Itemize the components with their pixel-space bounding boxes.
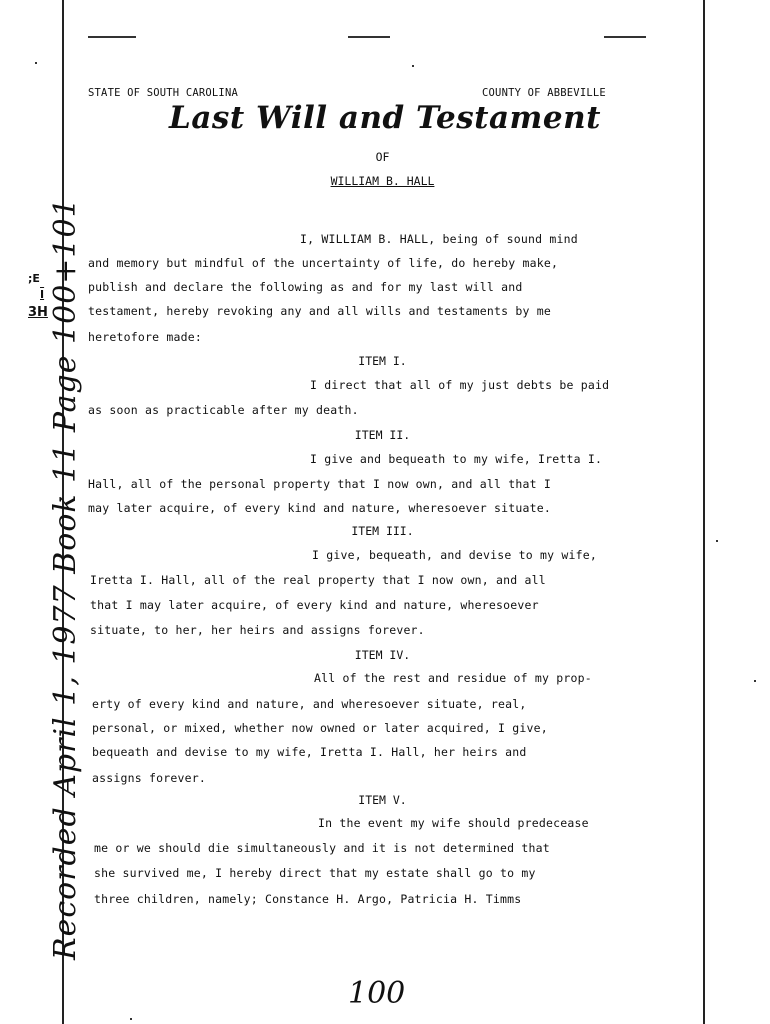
scan-speck: [35, 62, 37, 64]
state-heading: STATE OF SOUTH CAROLINA: [88, 87, 238, 99]
body-line: heretofore made:: [88, 330, 202, 344]
right-margin-rule: [703, 0, 705, 1024]
body-line: as soon as practicable after my death.: [88, 403, 359, 417]
body-line: three children, namely; Constance H. Argo, Patricia H. Timms: [94, 892, 522, 906]
body-line: situate, to her, her heirs and assigns forever.: [90, 623, 425, 637]
scan-speck: [716, 540, 718, 542]
item-heading: ITEM I.: [358, 354, 407, 368]
body-line: Iretta I. Hall, all of the real property that I now own, and all: [90, 573, 546, 587]
margin-stamp: 3H: [28, 305, 48, 320]
body-line: personal, or mixed, whether now owned or later acquired, I give,: [92, 721, 548, 735]
scan-mark: [604, 26, 646, 38]
scan-speck: [130, 1018, 132, 1020]
body-line: she survived me, I hereby direct that my estate shall go to my: [94, 866, 536, 880]
item-heading: ITEM III.: [351, 524, 414, 538]
scan-speck: [754, 680, 756, 682]
body-line: publish and declare the following as and for my last will and: [88, 280, 523, 294]
body-line: may later acquire, of every kind and nature, wheresoever situate.: [88, 501, 552, 515]
body-line: Hall, all of the personal property that I now own, and all that I: [88, 477, 552, 491]
body-line: me or we should die simultaneously and it is not determined that: [94, 841, 550, 855]
scan-mark: [348, 26, 390, 38]
body-line: that I may later acquire, of every kind and nature, wheresoever: [90, 598, 539, 612]
body-line: I direct that all of my just debts be paid: [310, 378, 610, 392]
recording-note: Recorded April 1, 1977 Book 11 Page 100+101: [48, 197, 83, 960]
margin-stamp: I: [40, 288, 45, 301]
body-line: I, WILLIAM B. HALL, being of sound mind: [300, 232, 578, 246]
margin-stamp: ;E: [28, 272, 40, 285]
scan-speck: [412, 65, 414, 67]
document-title: Last Will and Testament: [169, 100, 601, 136]
body-line: I give and bequeath to my wife, Iretta I.: [310, 452, 603, 466]
testator-name: WILLIAM B. HALL: [330, 174, 435, 188]
item-heading: ITEM V.: [358, 793, 407, 807]
body-line: bequeath and devise to my wife, Iretta I. Hall, her heirs and: [92, 745, 527, 759]
of-label: OF: [375, 150, 390, 164]
item-heading: ITEM IV.: [354, 648, 411, 662]
body-line: testament, hereby revoking any and all wills and testaments by me: [88, 304, 552, 318]
body-line: All of the rest and residue of my prop-: [314, 671, 592, 685]
body-line: I give, bequeath, and devise to my wife,: [312, 548, 597, 562]
scan-mark: [88, 26, 136, 38]
body-line: and memory but mindful of the uncertainty of life, do hereby make,: [88, 256, 559, 270]
body-line: erty of every kind and nature, and wheresoever situate, real,: [92, 697, 527, 711]
county-heading: COUNTY OF ABBEVILLE: [482, 87, 606, 99]
page-number: 100: [348, 976, 406, 1011]
body-line: assigns forever.: [92, 771, 206, 785]
item-heading: ITEM II.: [354, 428, 411, 442]
body-line: In the event my wife should predecease: [318, 816, 589, 830]
